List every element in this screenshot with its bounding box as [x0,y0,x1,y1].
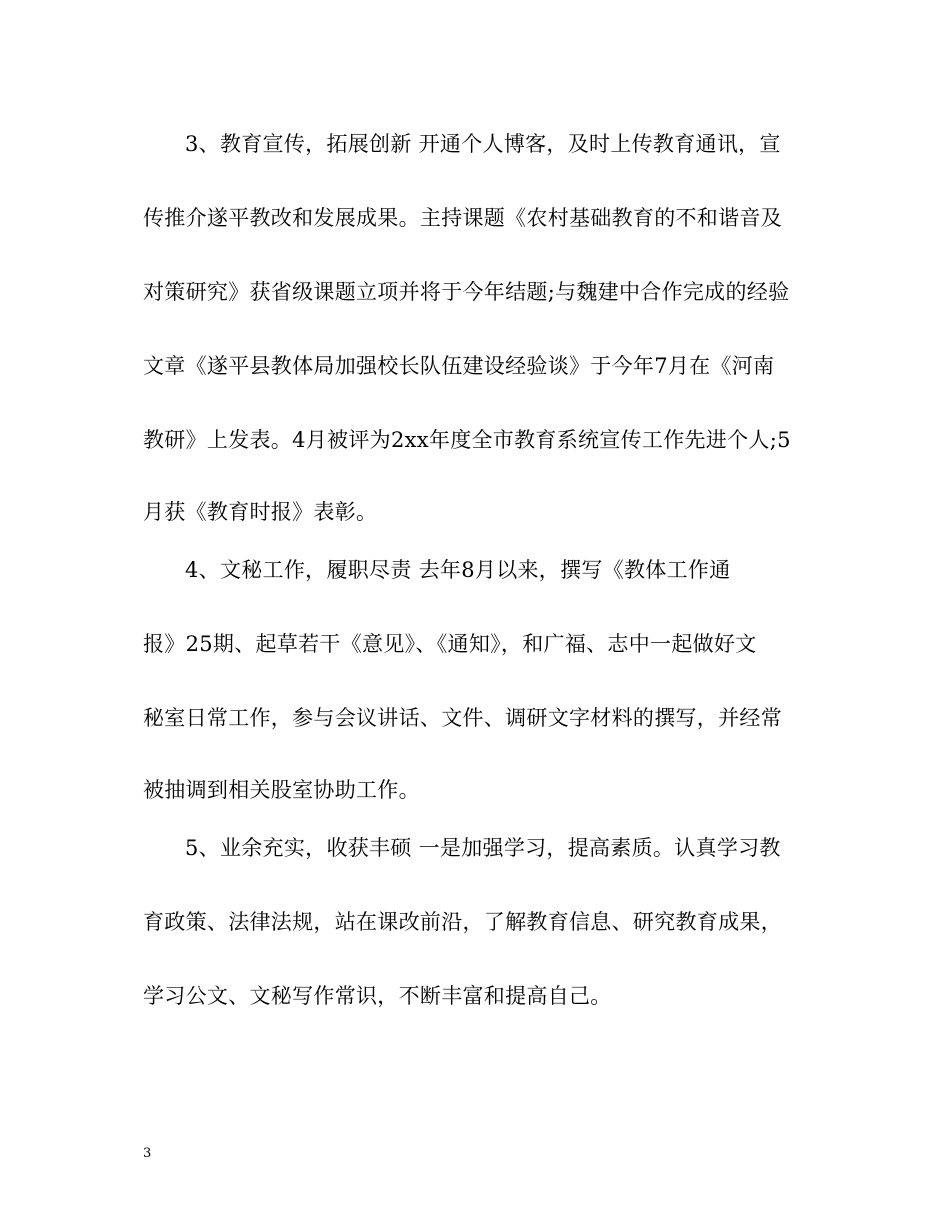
paragraph-5-line-2: 育政策、法律法规，站在课改前沿，了解教育信息、研究教育成果， [143,910,782,934]
paragraph-4-line-1: 4、文秘工作，履职尽责 去年8月以来，撰写《教体工作通 [185,558,731,582]
paragraph-5-line-3: 学习公文、文秘写作常识，不断丰富和提高自己。 [143,984,612,1008]
paragraph-3-line-2: 传推介遂平教改和发展成果。主持课题《农村基础教育的不和谐音及 [143,206,782,230]
paragraph-5-line-1: 5、业余充实，收获丰硕 一是加强学习，提高素质。认真学习教 [185,836,781,860]
paragraph-3-line-1: 3、教育宣传，拓展创新 开通个人博客，及时上传教育通讯，宣 [185,132,781,156]
paragraph-4-line-2: 报》25期、起草若干《意见》、《通知》，和广福、志中一起做好文 [143,632,757,656]
page-number: 3 [143,1146,152,1161]
paragraph-3-line-6: 月获《教育时报》表彰。 [143,500,378,524]
paragraph-4-line-3: 秘室日常工作，参与会议讲话、文件、调研文字材料的撰写，并经常 [143,706,782,730]
paragraph-3-line-3: 对策研究》获省级课题立项并将于今年结题;与魏建中合作完成的经验 [143,280,790,304]
paragraph-3-line-4: 文章《遂平县教体局加强校长队伍建设经验谈》于今年7月在《河南 [143,354,775,378]
paragraph-3-line-5: 教研》上发表。4月被评为2xx年度全市教育系统宣传工作先进个人;5 [143,428,791,452]
paragraph-4-line-4: 被抽调到相关股室协助工作。 [143,778,420,802]
